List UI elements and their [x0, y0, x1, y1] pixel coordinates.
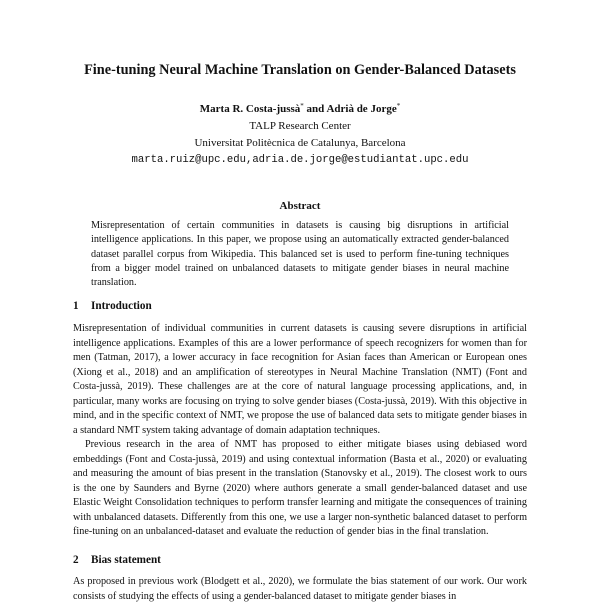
section-heading-bias-statement: [73, 554, 161, 566]
author-1-mark: *: [300, 102, 304, 110]
section-heading-introduction: [73, 300, 152, 312]
affiliation-center: TALP Research Center: [249, 120, 351, 132]
abstract-text: Misrepresentation of certain communities in datasets is causing big disruptions in artificial intelligence applications. In this paper, we propose using an automatically extracted gender-balanced dataset parallel corpus from Wikipedia. This balanced set is used to perform fine-tuning techniques from a bigger model trained on unbalanced datasets to mitigate gender biases in neural machine translation.: [91, 220, 509, 289]
author-conjunction: and: [303, 103, 327, 115]
section-number: 1: [73, 300, 79, 312]
abstract-heading: Abstract: [279, 200, 321, 212]
section-number: 2: [73, 554, 79, 566]
author-block: [0, 98, 600, 169]
paper-title: Fine-tuning Neural Machine Translation on Gender-Balanced Datasets: [84, 62, 516, 78]
author-1: Marta R. Costa-jussà: [199, 103, 301, 115]
author-2: Adrià de Jorge: [326, 103, 397, 115]
intro-paragraph-1: Misrepresentation of individual communities in current datasets is causing severe disruptions in artificial intelligence applications. Examples of this are a lower performance of speech recognizers for women than for men (Tatman, 2017), a lower accuracy in face recognition for Asian faces than American or European ones (Xiong et al., 2018) and an amplification of stereotypes in Neural Machine Translation (NMT) (Font and Costa-jussà, 2019). These challenges are at the core of natural language processing applications, and, in particular, many works are focusing on trying to solve gender biases (Costa-jussà, 2019). With this objective in mind, and in the specific context of NMT, we propose the use of balanced data sets to mitigate gender biases in a standard NMT system taking advantage of domain adaptation techniques.: [73, 323, 527, 436]
section-title: Introduction: [91, 300, 152, 312]
author-emails: marta.ruiz@upc.edu,adria.de.jorge@estudiantat.upc.edu: [131, 154, 469, 166]
bias-paragraph-1: As proposed in previous work (Blodgett et al., 2020), we formulate the bias statement of our work. Our work consists of studying the effects of using a gender-balanced dataset to mitigate gender biases in: [73, 576, 527, 602]
section-title: Bias statement: [91, 554, 161, 566]
intro-paragraph-2: Previous research in the area of NMT has proposed to either mitigate biases using debiased word embeddings (Font and Costa-jussà, 2019) and using contextual information (Basta et al., 2020) or evaluating and measuring the amount of bias present in the translation (Stanovsky et al., 2019). The closest work to ours is the one by Saunders and Byrne (2020) where authors generate a small gender-balanced dataset and use Elastic Weight Consolidation techniques to perform transfer learning and mitigate the consequences of training with unbalanced datasets. Differently from this one, we use a larger non-synthetic balanced dataset to perform fine-tuning on an unbalanced-dataset and evaluate the reduction of gender bias in the final translation.: [73, 439, 527, 537]
author-names: [0, 98, 600, 118]
affiliation-university: Universitat Politècnica de Catalunya, Barcelona: [194, 137, 406, 149]
author-2-mark: *: [396, 102, 401, 110]
